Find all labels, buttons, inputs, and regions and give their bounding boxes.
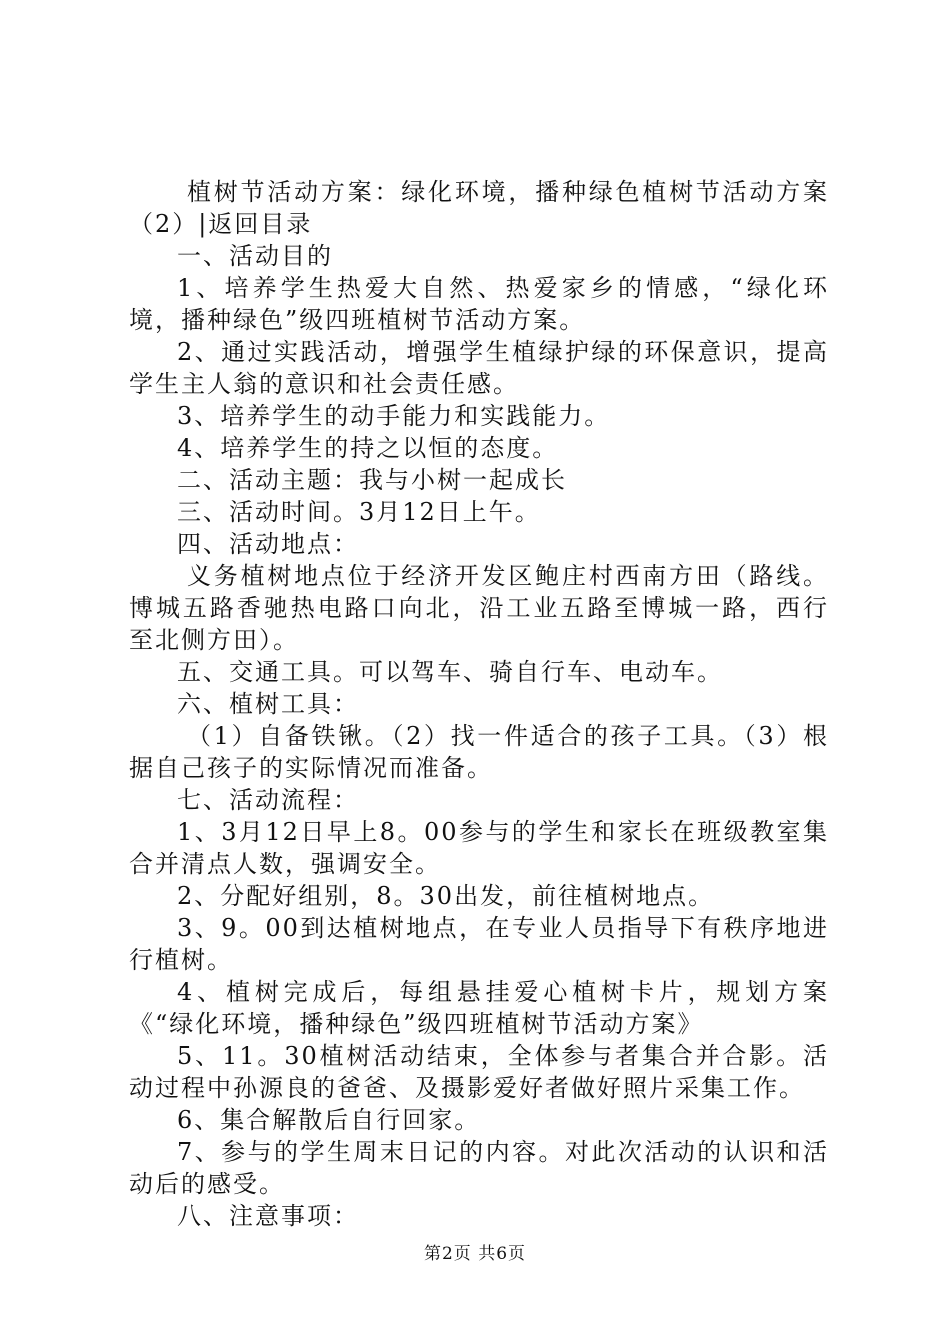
section-heading: 一、活动目的 [177, 242, 333, 270]
page-footer: 第2页 共6页 [423, 1244, 527, 1264]
document-title: 植树节活动方案：绿化环境，播种绿色植树节活动方案（2）|返回目录 [129, 178, 829, 238]
section-heading: 八、注意事项： [177, 1202, 359, 1230]
section-heading: 四、活动地点： [177, 530, 359, 558]
paragraph: 3、9。00到达植树地点，在专业人员指导下有秩序地进行植树。 [129, 914, 829, 974]
section-heading: 二、活动主题：我与小树一起成长 [177, 466, 567, 494]
paragraph: 2、分配好组别，8。30出发，前往植树地点。 [177, 882, 715, 910]
paragraph: 5、11。30植树活动结束，全体参与者集合并合影。活动过程中孙源良的爸爸、及摄影爱好者做好照片采集工作。 [129, 1042, 829, 1102]
section-heading: 三、活动时间。3月12日上午。 [177, 498, 541, 526]
paragraph: 2、通过实践活动，增强学生植绿护绿的环保意识，提高学生主人翁的意识和社会责任感。 [129, 338, 829, 398]
paragraph: （1）自备铁锹。（2）找一件适合的孩子工具。（3）根据自己孩子的实际情况而准备。 [129, 722, 829, 782]
section-heading: 六、植树工具： [177, 690, 359, 718]
section-heading: 七、活动流程： [177, 786, 359, 814]
document-body [129, 176, 829, 1232]
paragraph: 1、3月12日早上8。00参与的学生和家长在班级教室集合并清点人数，强调安全。 [129, 818, 829, 878]
paragraph: 4、培养学生的持之以恒的态度。 [177, 434, 559, 462]
section-heading: 五、交通工具。可以驾车、骑自行车、电动车。 [177, 658, 723, 686]
paragraph: 1、培养学生热爱大自然、热爱家乡的情感，“绿化环境，播种绿色”级四班植树节活动方案。 [129, 274, 829, 334]
paragraph: 6、集合解散后自行回家。 [177, 1106, 481, 1134]
paragraph: 7、参与的学生周末日记的内容。对此次活动的认识和活动后的感受。 [129, 1138, 829, 1198]
paragraph: 义务植树地点位于经济开发区鲍庄村西南方田（路线。博城五路香驰热电路口向北，沿工业五路至博城一路，西行至北侧方田）。 [129, 562, 829, 654]
paragraph: 3、培养学生的动手能力和实践能力。 [177, 402, 611, 430]
paragraph: 4、植树完成后，每组悬挂爱心植树卡片，规划方案《“绿化环境，播种绿色”级四班植树节活动方案》 [129, 978, 829, 1038]
